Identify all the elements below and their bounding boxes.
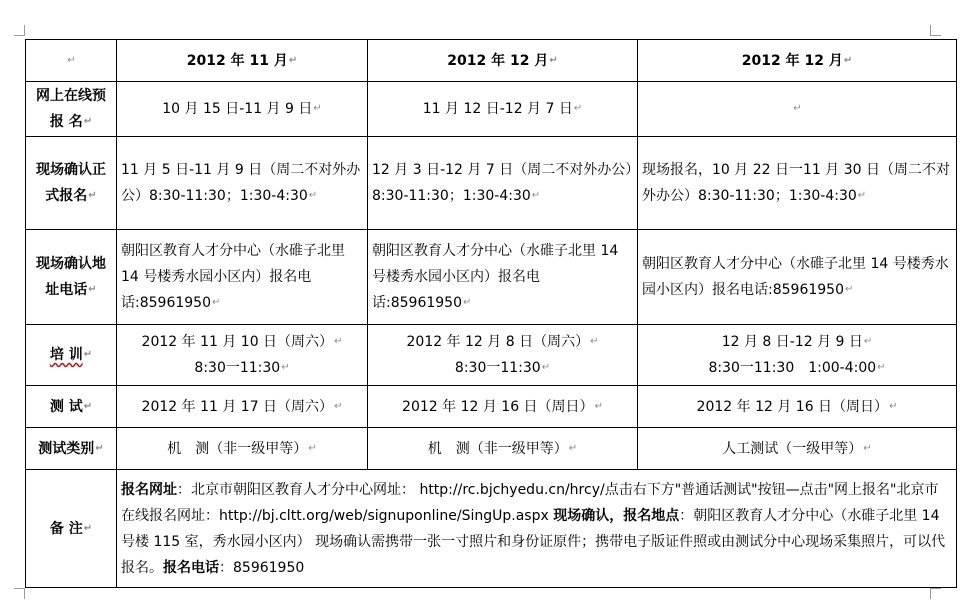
paragraph-mark-icon: ↵: [793, 103, 802, 114]
table-row-address-phone: [26, 230, 957, 325]
row-label-onsite-confirmation: 现场确认正式报名↵: [26, 137, 117, 230]
paragraph-mark-icon: ↵: [531, 190, 541, 201]
table-row-online-registration: [26, 82, 957, 137]
paragraph-mark-icon: ↵: [334, 400, 343, 412]
paragraph-mark-icon: ↵: [308, 190, 318, 201]
cell-test-date-col3: 2012 年 12 月 16 日（周日）↵: [638, 386, 957, 428]
cell-test-date-col2: 2012 年 12 月 16 日（周日）↵: [368, 386, 638, 428]
cell-address-phone-col3: 朝阳区教育人才分中心（水碓子北里 14 号楼秀水园小区内）报名电话:85961950↵: [638, 230, 957, 325]
page-corner-mark-bottom-left: [14, 588, 25, 599]
cell-training-col3: 12 月 8 日-12 月 9 日↵ 8:30一11:30 1:00-4:00↵: [638, 325, 957, 386]
page-corner-mark-bottom-right: [930, 588, 941, 599]
row-label-online-registration: 网上在线预报 名↵: [26, 82, 117, 137]
paragraph-mark-icon: ↵: [594, 400, 603, 412]
cell-onsite-confirmation-col1: 11 月 5 日-11 月 9 日（周二不对外办公）8:30-11:30；1:30-4:30↵: [117, 137, 368, 230]
paragraph-mark-icon: ↵: [83, 116, 93, 127]
cell-online-registration-col2: 11 月 12 日-12 月 7 日↵: [368, 82, 638, 137]
paragraph-mark-icon: ↵: [83, 349, 93, 360]
row-label-test-date: 测 试↵: [26, 386, 117, 428]
cell-training-col2: 2012 年 12 月 8 日（周六）↵ 8:30一11:30↵: [368, 325, 638, 386]
paragraph-mark-icon: ↵: [877, 362, 886, 373]
cell-onsite-confirmation-col3: 现场报名，10 月 22 日一11 月 30 日（周二不对外办公）8:30-11:30；1:30-4:30↵: [638, 137, 957, 230]
row-label-test-type: 测试类别↵: [26, 428, 117, 470]
cell-test-date-col1: 2012 年 11 月 17 日（周六）↵: [117, 386, 368, 428]
paragraph-mark-icon: ↵: [863, 336, 873, 347]
table-row-test-type: [26, 428, 957, 470]
table-row-training: [26, 325, 957, 386]
table-header-row: [26, 40, 957, 82]
cell-online-registration-col1: 10 月 15 日-11 月 9 日↵: [117, 82, 368, 137]
paragraph-mark-icon: ↵: [288, 54, 298, 66]
paragraph-mark-icon: ↵: [67, 54, 76, 66]
paragraph-mark-icon: ↵: [211, 297, 221, 308]
paragraph-mark-icon: ↵: [281, 362, 290, 373]
page-corner-mark-top-right: [930, 25, 941, 36]
paragraph-mark-icon: ↵: [88, 190, 97, 201]
paragraph-mark-icon: ↵: [334, 336, 343, 347]
table-row-notes: [26, 470, 957, 588]
paragraph-mark-icon: ↵: [308, 442, 317, 454]
table-row-test-date: [26, 386, 957, 428]
paragraph-mark-icon: ↵: [95, 442, 104, 454]
paragraph-mark-icon: ↵: [88, 284, 97, 295]
header-month-3: 2012 年 12 月↵: [638, 40, 957, 82]
paragraph-mark-icon: ↵: [83, 522, 93, 534]
cell-address-phone-col1: 朝阳区教育人才分中心（水碓子北里 14 号楼秀水园小区内）报名电话:85961950↵: [117, 230, 368, 325]
paragraph-mark-icon: ↵: [549, 54, 558, 66]
cell-test-type-col3: 人工测试（一级甲等）↵: [638, 428, 957, 470]
header-corner-cell: [26, 40, 117, 82]
cell-test-type-col1: 机 测（非一级甲等）↵: [117, 428, 368, 470]
notes-content: 报名网址：北京市朝阳区教育人才分中心网址： http://rc.bjchyedu.cn/hrcy/点击右下方"普通话测试"按钮—点击"网上报名"北京市在线报名网址：http://bj.cltt.org/web/signuponline/SingUp.aspx 现场确认，报名地点：朝阳区教育人才分中心（水碓子北里 14 号楼 115 室，秀水园小区内） 现场确认需携带一张一寸照片和身份证原件；携带电子版证件照或由测试分中心现场采集照片，可以代报名。报名电话：85961950: [117, 470, 957, 588]
row-label-address-phone: 现场确认地址电话↵: [26, 230, 117, 325]
paragraph-mark-icon: ↵: [462, 297, 472, 308]
table-row-onsite-confirmation: [26, 137, 957, 230]
row-label-notes: 备 注↵: [26, 470, 117, 588]
cell-address-phone-col2: 朝阳区教育人才分中心（水碓子北里 14 号楼秀水园小区内）报名电话:85961950↵: [368, 230, 638, 325]
paragraph-mark-icon: ↵: [863, 442, 872, 454]
header-month-1: 2012 年 11 月↵: [117, 40, 368, 82]
paragraph-mark-icon: ↵: [568, 442, 578, 454]
paragraph-mark-icon: ↵: [83, 400, 93, 412]
cell-test-type-col2: 机 测（非一级甲等）↵: [368, 428, 638, 470]
page-corner-mark-top-left: [14, 25, 25, 36]
schedule-table: [25, 39, 957, 588]
cell-onsite-confirmation-col2: 12 月 3 日-12 月 7 日（周二不对外办公）8:30-11:30；1:30-4:30↵: [368, 137, 638, 230]
header-month-2: 2012 年 12 月↵: [368, 40, 638, 82]
paragraph-mark-icon: ↵: [889, 400, 898, 412]
row-label-training: 培 训↵: [26, 325, 117, 386]
cell-online-registration-col3: [638, 82, 957, 137]
cell-training-col1: 2012 年 11 月 10 日（周六）↵ 8:30一11:30↵: [117, 325, 368, 386]
paragraph-mark-icon: ↵: [843, 54, 853, 66]
paragraph-mark-icon: ↵: [313, 103, 322, 114]
paragraph-mark-icon: ↵: [844, 284, 854, 295]
paragraph-mark-icon: ↵: [573, 103, 583, 114]
paragraph-mark-icon: ↵: [590, 336, 599, 347]
paragraph-mark-icon: ↵: [541, 362, 551, 373]
paragraph-mark-icon: ↵: [857, 190, 867, 201]
